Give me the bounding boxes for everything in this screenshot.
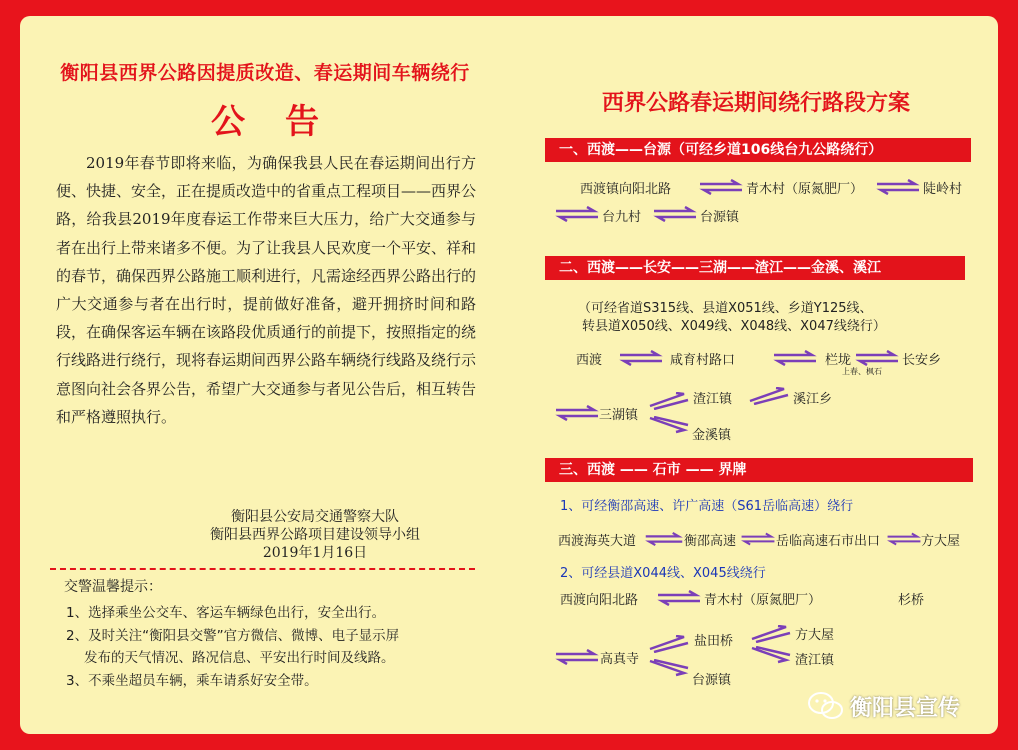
tip-item: 3、不乘坐超员车辆，乘车请系好安全带。 <box>66 673 318 689</box>
bidirectional-arrow-icon <box>554 405 600 421</box>
signer-traffic-police: 衡阳县公安局交通警察大队 <box>231 509 399 525</box>
stop-label: 岳临高速石市出口 <box>776 534 881 549</box>
section3-banner: 三、西渡 —— 石市 —— 界牌 <box>545 458 973 482</box>
bidirectional-arrow-icon <box>854 350 900 366</box>
stop-label: 咸育村路口 <box>670 353 736 368</box>
stop-label: 金溪镇 <box>692 428 732 443</box>
tip-item: 1、选择乘坐公交车、客运车辆绿色出行，安全出行。 <box>66 605 386 621</box>
wechat-icon <box>808 691 844 721</box>
stop-label: 方大屋 <box>921 534 961 549</box>
notice-heading: 公告 <box>211 102 359 142</box>
route2-label: 2、可经县道X044线、X045线绕行 <box>560 566 766 581</box>
stop-label: 西渡向阳北路 <box>560 593 639 608</box>
bidirectional-arrow-icon <box>554 649 600 665</box>
bidirectional-arrow-icon <box>648 392 690 410</box>
bidirectional-arrow-icon <box>652 206 698 222</box>
bidirectional-arrow-icon <box>748 387 790 405</box>
notice-body <box>56 149 476 431</box>
bidirectional-arrow-icon <box>648 659 690 677</box>
stop-label: 栏垅 <box>825 353 852 368</box>
stop-label: 衡邵高速 <box>684 534 737 549</box>
notice-body-text: 2019年春节即将来临，为确保我县人民在春运期间出行方便、快捷、安全，正在提质改造中的省重点工程项目——西界公路，给我县2019年度春运工作带来巨大压力，给广大交通参与者在出行上带来诸多不便。为了让我县人民欢度一个平安、祥和的春节，确保西界公路施工顺利进行，凡需途经西界公路出行的广大交通参与者在出行时，提前做好准备，避开拥挤时间和路段，在确保客运车辆在该路段优质通行的前提下，按照指定的绕行线路进行绕行，现将春运期间西界公路车辆绕行线路及绕行示意图向社会各界公告，希望广大交通参与者见公告后，相互转告和严格遵照执行。 <box>56 154 477 426</box>
stop-label: 台源镇 <box>700 210 740 225</box>
bidirectional-arrow-icon <box>772 350 818 366</box>
stop-label: 盐田桥 <box>694 634 734 649</box>
stop-label: 渣江镇 <box>795 653 835 668</box>
stop-label: 西渡海英大道 <box>558 534 637 549</box>
stop-small-note: 上春、枫石 <box>842 367 882 376</box>
section2-banner: 二、西渡——长安——三湖——渣江——金溪、溪江 <box>545 256 965 280</box>
stop-label: 台源镇 <box>692 673 732 688</box>
bidirectional-arrow-icon <box>648 416 690 434</box>
stop-label: 三湖镇 <box>599 408 639 423</box>
notice-date: 2019年1月16日 <box>262 545 368 561</box>
stop-label: 陡岭村 <box>923 182 963 197</box>
tip-item: 2、及时关注“衡阳县交警”官方微信、微博、电子显示屏 <box>66 628 400 644</box>
bidirectional-arrow-icon <box>750 625 792 643</box>
stop-label: 西渡镇向阳北路 <box>580 182 672 197</box>
bidirectional-arrow-icon <box>648 635 690 653</box>
stop-label: 西渡 <box>576 353 603 368</box>
bidirectional-arrow-icon <box>554 206 600 222</box>
bidirectional-arrow-icon <box>618 350 664 366</box>
bidirectional-arrow-icon <box>875 179 921 195</box>
stop-label: 溪江乡 <box>793 392 833 407</box>
bidirectional-arrow-icon <box>644 531 684 547</box>
bidirectional-arrow-icon <box>740 531 776 547</box>
tip-item: 发布的天气情况、路况信息、平安出行时间及线路。 <box>84 650 395 666</box>
notice-board <box>20 16 998 734</box>
stop-label: 高真寺 <box>600 652 640 667</box>
tips-title: 交警温馨提示： <box>64 579 162 595</box>
route-note: （可经省道S315线、县道X051线、乡道Y125线、 <box>578 301 873 316</box>
signer-project-group: 衡阳县西界公路项目建设领导小组 <box>210 527 420 543</box>
bidirectional-arrow-icon <box>886 531 922 547</box>
bidirectional-arrow-icon <box>698 179 744 195</box>
bidirectional-arrow-icon <box>656 590 702 606</box>
section1-banner: 一、西渡——台源（可经乡道106线台九公路绕行） <box>545 138 971 162</box>
bidirectional-arrow-icon <box>750 646 792 664</box>
stop-label: 青木村（原氮肥厂） <box>746 182 864 197</box>
watermark <box>808 686 960 726</box>
stop-label: 青木村（原氮肥厂） <box>704 593 822 608</box>
notice-title: 衡阳县西界公路因提质改造、春运期间车辆绕行 <box>60 62 470 84</box>
route-note: 转县道X050线、X049线、X048线、X047线绕行） <box>582 319 886 334</box>
route1-label: 1、可经衡邵高速、许广高速（S61岳临高速）绕行 <box>560 499 854 514</box>
stop-label: 长安乡 <box>902 353 942 368</box>
dashed-divider <box>50 568 475 570</box>
stop-label: 渣江镇 <box>693 392 733 407</box>
stop-label: 台九村 <box>602 210 642 225</box>
stop-label: 方大屋 <box>795 628 835 643</box>
plan-title: 西界公路春运期间绕行路段方案 <box>601 90 910 116</box>
stop-label: 杉桥 <box>898 593 925 608</box>
watermark-text: 衡阳县宣传 <box>850 695 961 721</box>
